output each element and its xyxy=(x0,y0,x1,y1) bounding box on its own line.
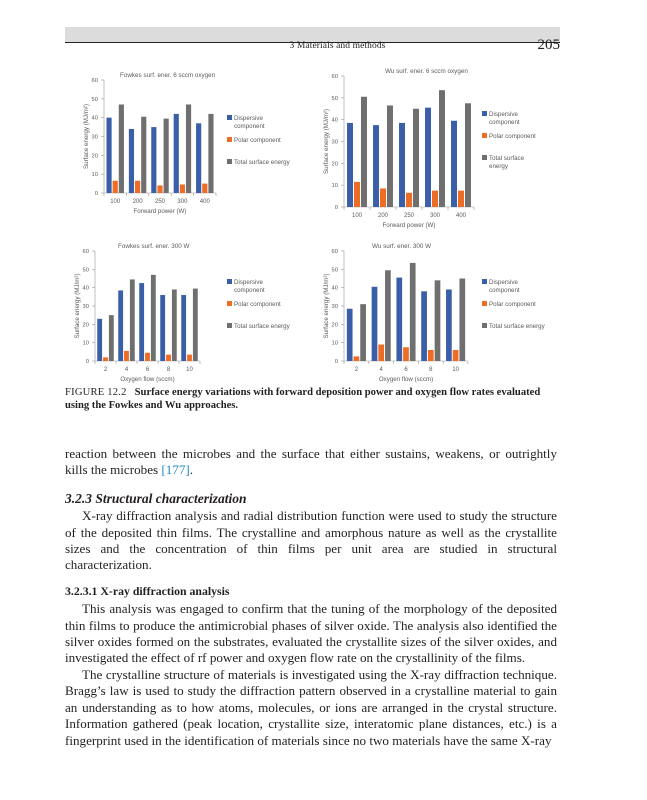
bar-polar xyxy=(135,181,140,193)
bar-dispersive xyxy=(372,287,378,361)
svg-text:100: 100 xyxy=(110,199,121,205)
bar-total xyxy=(130,279,135,361)
svg-text:Polar component: Polar component xyxy=(234,137,281,144)
svg-text:10: 10 xyxy=(82,340,89,347)
svg-text:60: 60 xyxy=(82,249,89,255)
svg-text:250: 250 xyxy=(403,213,415,219)
subsection-heading: 3.2.3.1 X-ray diffraction analysis xyxy=(65,583,230,598)
svg-text:10: 10 xyxy=(331,340,338,347)
svg-text:Surface energy (MJ/m²): Surface energy (MJ/m²) xyxy=(323,109,330,174)
bar-polar xyxy=(380,188,386,207)
svg-text:50: 50 xyxy=(331,95,338,102)
bar-total xyxy=(109,315,114,361)
bar-total xyxy=(360,304,366,361)
bar-dispersive xyxy=(151,127,156,193)
bar-dispersive xyxy=(396,278,402,361)
chart-legend xyxy=(227,279,291,330)
svg-text:300: 300 xyxy=(429,213,441,219)
svg-text:0: 0 xyxy=(334,359,338,365)
bar-dispersive xyxy=(425,108,431,207)
svg-text:40: 40 xyxy=(82,285,89,292)
svg-text:40: 40 xyxy=(331,285,338,292)
bar-dispersive xyxy=(139,283,144,361)
bar-dispersive xyxy=(118,290,123,361)
bar-dispersive xyxy=(451,121,457,207)
svg-text:Forward power (W): Forward power (W) xyxy=(382,222,436,229)
chart-title: Fowkes surf. ener. 6 sccm oxygen xyxy=(120,72,216,79)
chart-legend xyxy=(227,115,291,166)
svg-text:Forward power (W): Forward power (W) xyxy=(133,208,187,215)
svg-text:Total surface: Total surface xyxy=(489,155,525,162)
bar-total xyxy=(413,109,419,207)
bar-polar xyxy=(378,345,384,362)
svg-text:30: 30 xyxy=(82,304,89,310)
citation-link-177[interactable]: [177] xyxy=(161,462,190,478)
svg-text:300: 300 xyxy=(177,199,188,205)
bar-dispersive xyxy=(129,129,134,193)
bar-total xyxy=(385,270,391,361)
bar-total xyxy=(465,103,471,207)
bar-dispersive xyxy=(373,125,379,207)
svg-text:30: 30 xyxy=(331,304,338,310)
svg-text:0: 0 xyxy=(85,359,89,365)
svg-text:60: 60 xyxy=(331,74,338,80)
svg-text:20: 20 xyxy=(331,322,338,329)
svg-text:Dispersive: Dispersive xyxy=(234,279,263,286)
svg-text:Oxygen flow (sccm): Oxygen flow (sccm) xyxy=(378,376,434,383)
paragraph-3: This analysis was engaged to confirm that the tuning of the morphology of the deposited thin films to produce the antimicrobial phases of silver oxide. The analysis also identified the silver oxides formed on the substrates, evaluated the crystallite sizes of the silver oxides, and investigated the effect of rf power and oxygen flow rate on the crystallinity of the films. xyxy=(65,601,557,666)
figure-caption-text: Surface energy variations with forward deposition power and oxygen flow rates evaluated using the Fowkes and Wu approaches. xyxy=(65,387,541,411)
bar-polar xyxy=(103,357,108,361)
running-head-text: 3 Materials and methods xyxy=(289,41,386,51)
svg-text:20: 20 xyxy=(331,161,338,168)
svg-text:400: 400 xyxy=(455,213,467,219)
bar-total xyxy=(151,275,156,361)
chart-title: Wu surf. ener. 6 sccm oxygen xyxy=(385,68,468,75)
bar-total xyxy=(361,97,367,207)
figure-caption xyxy=(65,386,557,412)
svg-text:6: 6 xyxy=(145,367,150,373)
bar-total xyxy=(186,104,191,193)
svg-text:0: 0 xyxy=(334,205,338,211)
svg-text:30: 30 xyxy=(91,134,98,141)
figure-label: FIGURE 12.2 xyxy=(65,387,127,398)
svg-text:Polar component: Polar component xyxy=(234,301,281,308)
bar-total xyxy=(164,119,169,193)
bar-dispersive xyxy=(181,295,186,361)
svg-text:20: 20 xyxy=(82,322,89,329)
svg-text:Dispersive: Dispersive xyxy=(489,111,518,118)
bar-dispersive xyxy=(174,114,179,193)
bar-polar xyxy=(124,351,129,361)
svg-text:component: component xyxy=(489,287,520,294)
svg-text:10: 10 xyxy=(452,367,459,373)
bar-dispersive xyxy=(347,123,353,207)
svg-text:component: component xyxy=(234,123,265,130)
bar-dispersive xyxy=(97,319,102,361)
bar-dispersive xyxy=(160,295,165,361)
svg-text:component: component xyxy=(489,119,520,126)
bar-polar xyxy=(453,350,459,361)
svg-text:60: 60 xyxy=(91,78,98,84)
svg-text:4: 4 xyxy=(124,367,129,373)
svg-text:2: 2 xyxy=(103,367,108,373)
svg-text:0: 0 xyxy=(94,191,98,197)
svg-text:200: 200 xyxy=(132,199,143,205)
bar-polar xyxy=(180,185,185,193)
svg-text:30: 30 xyxy=(331,139,338,146)
svg-text:40: 40 xyxy=(331,117,338,124)
svg-text:Total surface energy: Total surface energy xyxy=(234,159,290,166)
bar-polar xyxy=(187,355,192,361)
svg-text:20: 20 xyxy=(91,153,98,160)
svg-text:Surface energy (MJ/m²): Surface energy (MJ/m²) xyxy=(83,104,90,169)
chart-fowkes-power xyxy=(62,62,327,227)
svg-text:Total surface energy: Total surface energy xyxy=(234,323,290,330)
bar-total xyxy=(208,114,213,193)
bar-dispersive xyxy=(347,309,353,361)
svg-text:Polar component: Polar component xyxy=(489,133,536,140)
paragraph-1-text: reaction between the microbes and the surface that either sustains, weakens, or outrightly kills the microbes xyxy=(65,446,557,478)
svg-text:Surface energy (MJ/m²): Surface energy (MJ/m²) xyxy=(323,273,330,339)
svg-text:component: component xyxy=(234,287,265,294)
bar-total xyxy=(141,117,146,193)
svg-text:50: 50 xyxy=(91,96,98,103)
chart-legend xyxy=(482,279,546,330)
bar-total xyxy=(193,289,198,361)
bar-total xyxy=(410,263,416,361)
bar-total xyxy=(119,104,124,193)
bar-total xyxy=(439,90,445,207)
bar-dispersive xyxy=(196,123,201,193)
section-heading: 3.2.3 Structural characterization xyxy=(65,490,247,506)
chart-wu-power xyxy=(320,62,595,232)
body-text xyxy=(65,446,557,749)
bar-polar xyxy=(403,347,409,361)
chart-fowkes-oxygen xyxy=(62,240,327,390)
chart-wu-oxygen xyxy=(320,240,595,390)
svg-text:Polar component: Polar component xyxy=(489,301,536,308)
svg-text:50: 50 xyxy=(82,267,89,274)
bar-dispersive xyxy=(399,123,405,207)
bar-polar xyxy=(202,184,207,193)
page-number: 205 xyxy=(537,37,560,53)
bar-polar xyxy=(406,193,412,207)
bar-dispersive xyxy=(421,291,427,361)
svg-text:8: 8 xyxy=(166,367,171,373)
svg-text:Surface energy (MJ/m²): Surface energy (MJ/m²) xyxy=(74,273,81,339)
bar-dispersive xyxy=(446,290,452,362)
svg-text:8: 8 xyxy=(429,367,433,373)
svg-text:4: 4 xyxy=(379,367,383,373)
svg-text:energy: energy xyxy=(489,163,508,170)
svg-text:6: 6 xyxy=(404,367,408,373)
bar-polar xyxy=(428,350,434,361)
bar-polar xyxy=(354,182,360,207)
svg-text:Dispersive: Dispersive xyxy=(234,115,263,122)
bar-polar xyxy=(458,191,464,207)
svg-text:10: 10 xyxy=(331,183,338,190)
svg-text:40: 40 xyxy=(91,115,98,122)
bar-polar xyxy=(157,185,162,193)
svg-text:50: 50 xyxy=(331,267,338,274)
bar-polar xyxy=(113,181,118,193)
paragraph-2: X-ray diffraction analysis and radial distribution function were used to study the structure of the deposited thin films. The crystalline and amorphous nature as well as the crystallite sizes and the concentration of thin films per unit area are studied in structural characterization. xyxy=(65,508,557,573)
paragraph-4: The crystalline structure of materials is investigated using the X-ray diffraction technique. Bragg’s law is used to study the diffraction pattern observed in a crystalline material to gain an understanding as to how atoms, molecules, or ions are arranged in the crystal structure. Information gathered (peak location, crystallite size, interatomic plane distances, etc.) is a fingerprint used in the identification of materials since no two materials have the same X-ray xyxy=(65,666,557,748)
bar-polar xyxy=(166,355,171,361)
chart-legend xyxy=(482,111,536,170)
svg-text:Oxygen flow (sccm): Oxygen flow (sccm) xyxy=(120,376,175,383)
paragraph-1-end: . xyxy=(189,462,194,478)
chart-title: Fowkes surf. ener. 300 W xyxy=(118,243,190,250)
bar-polar xyxy=(432,191,438,207)
svg-text:10: 10 xyxy=(186,367,193,373)
bar-total xyxy=(435,280,441,361)
svg-text:400: 400 xyxy=(199,199,210,205)
bar-dispersive xyxy=(106,118,111,193)
paragraph-1 xyxy=(65,446,557,479)
svg-text:200: 200 xyxy=(377,213,389,219)
svg-text:100: 100 xyxy=(351,213,363,219)
svg-text:60: 60 xyxy=(331,249,338,255)
svg-text:2: 2 xyxy=(354,367,359,373)
svg-text:250: 250 xyxy=(154,199,166,205)
svg-text:Dispersive: Dispersive xyxy=(489,279,518,286)
bar-polar xyxy=(354,356,360,361)
bar-total xyxy=(387,105,393,207)
chart-title: Wu surf. ener. 300 W xyxy=(372,243,432,250)
svg-text:Total surface energy: Total surface energy xyxy=(489,323,545,330)
bar-polar xyxy=(145,353,150,361)
svg-text:10: 10 xyxy=(91,172,98,179)
bar-total xyxy=(459,279,465,362)
bar-total xyxy=(172,290,177,362)
